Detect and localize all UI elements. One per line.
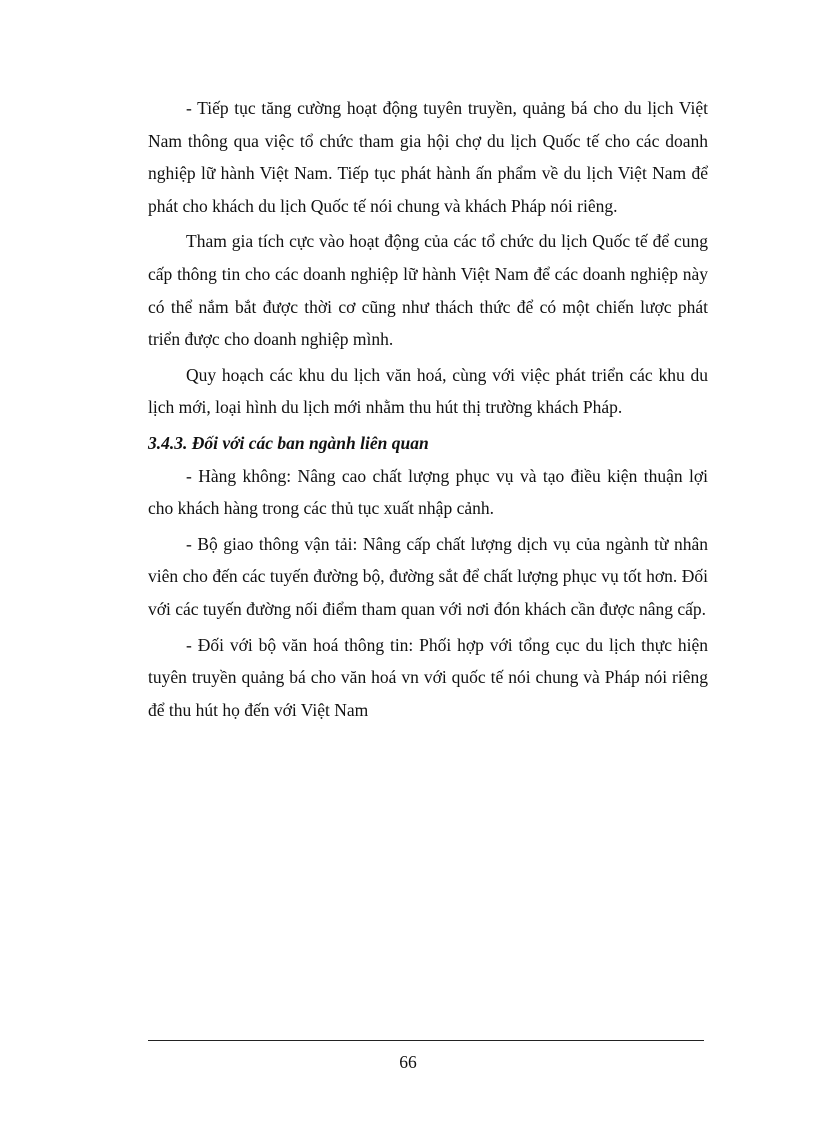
document-body	[148, 92, 708, 729]
page-number: 66	[399, 1052, 417, 1072]
paragraph-promotion: - Tiếp tục tăng cường hoạt động tuyên truyền, quảng bá cho du lịch Việt Nam thông qua việc tổ chức tham gia hội chợ du lịch Quốc tế cho các doanh nghiệp lữ hành Việt Nam. Tiếp tục phát hành ấn phẩm về du lịch Việt Nam để phát cho khách du lịch Quốc tế nói chung và khách Pháp nói riêng.	[148, 98, 708, 216]
paragraph-culture-ministry: - Đối với bộ văn hoá thông tin: Phối hợp với tổng cục du lịch thực hiện tuyên truyền quảng bá cho văn hoá vn với quốc tế nói chung và Pháp nói riêng để thu hút họ đến với Việt Nam	[148, 634, 708, 720]
paragraph-cultural-zones: Quy hoạch các khu du lịch văn hoá, cùng với việc phát triển các khu du lịch mới, loại hình du lịch mới nhằm thu hút thị trường khách Pháp.	[148, 364, 708, 418]
paragraph-aviation: - Hàng không: Nâng cao chất lượng phục vụ và tạo điều kiện thuận lợi cho khách hàng trong các thủ tục xuất nhập cảnh.	[148, 465, 708, 519]
footer-divider	[148, 1040, 704, 1041]
paragraph-transport-ministry: - Bộ giao thông vận tải: Nâng cấp chất lượng dịch vụ của ngành từ nhân viên cho đến các tuyến đường bộ, đường sắt để chất lượng phục vụ tốt hơn. Đối với các tuyến đường nối điểm tham quan với nơi đón khách cần được nâng cấp.	[148, 533, 708, 619]
section-heading: 3.4.3. Đối với các ban ngành liên quan	[148, 432, 429, 453]
paragraph-international-organizations: Tham gia tích cực vào hoạt động của các tổ chức du lịch Quốc tế để cung cấp thông tin cho các doanh nghiệp lữ hành Việt Nam để các doanh nghiệp này có thể nắm bắt được thời cơ cũng như thách thức để có một chiến lược phát triển được cho doanh nghiệp mình.	[148, 231, 708, 350]
